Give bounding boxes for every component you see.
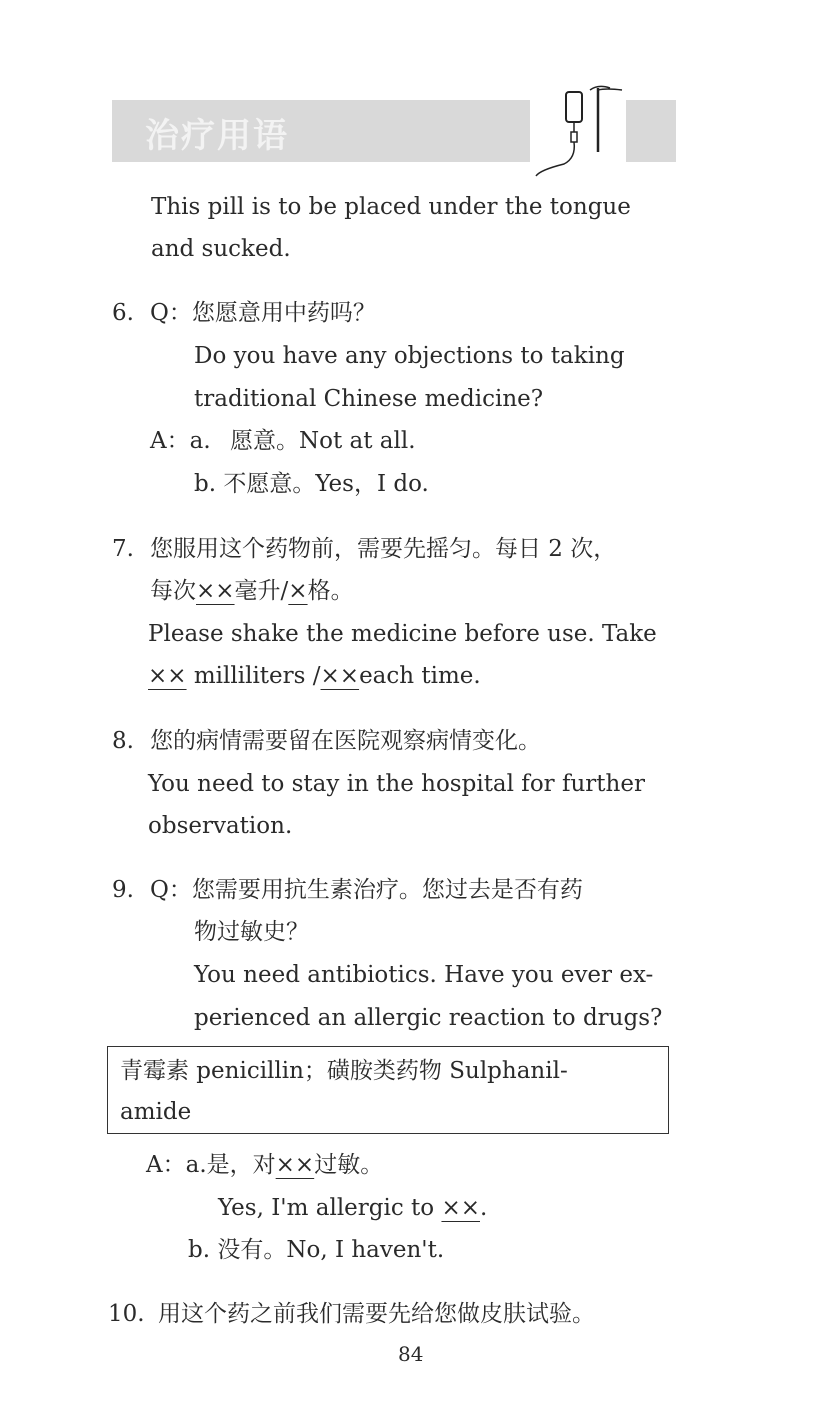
item-9-question-1: Q：您需要用抗生素治疗。您过去是否有药	[150, 877, 583, 903]
item-8-english-2: observation.	[148, 813, 293, 839]
intro-line-2: and sucked.	[151, 236, 291, 262]
item-9-question-2: 物过敏史？	[194, 919, 309, 945]
vocabulary-line-1: 青霉素 penicillin；磺胺类药物 Sulphanil-	[120, 1058, 568, 1084]
item-9-english-1: You need antibiotics. Have you ever ex-	[194, 962, 654, 988]
item-9-a-zh-2: 过敏。	[314, 1152, 384, 1178]
item-7-zh-text-b: 毫升/	[234, 578, 289, 604]
item-9-number: 9.	[112, 877, 134, 903]
item-7-number: 7.	[112, 536, 134, 562]
page-number: 84	[398, 1342, 424, 1366]
iv-drip-icon	[530, 84, 630, 184]
placeholder-blank: ××	[320, 663, 360, 689]
item-9-english-2: perienced an allergic reaction to drugs?	[194, 1005, 663, 1031]
item-10-chinese: 用这个药之前我们需要先给您做皮肤试验。	[158, 1301, 595, 1327]
header-band-end	[626, 100, 676, 162]
item-6-english-2: traditional Chinese medicine?	[194, 386, 544, 412]
item-6-question: Q：您愿意用中药吗？	[150, 300, 376, 326]
item-6-english-1: Do you have any objections to taking	[194, 343, 625, 369]
placeholder-blank: ××	[148, 663, 187, 689]
item-7-chinese-1: 您服用这个药物前，需要先摇匀。每日 2 次，	[150, 536, 617, 562]
item-8-chinese: 您的病情需要留在医院观察病情变化。	[150, 728, 541, 754]
section-title: 治疗用语	[145, 116, 289, 156]
item-7-en-mid: milliliters /	[186, 663, 321, 689]
item-9-a-en-2: .	[480, 1195, 488, 1221]
item-9-answer-b: b. 没有。No, I haven't.	[188, 1237, 445, 1263]
item-6-answer-a: 愿意。Not at all.	[230, 428, 416, 454]
item-6-number: 6.	[112, 300, 134, 326]
item-7-english-2	[148, 665, 481, 688]
item-7-zh-text-a: 每次	[150, 578, 196, 604]
item-7-zh-text-c: 格。	[307, 578, 354, 604]
item-10-number: 10.	[108, 1301, 145, 1327]
item-6-answer-b: b. 不愿意。Yes，I do.	[194, 471, 429, 497]
placeholder-blank: ××	[275, 1152, 315, 1178]
item-7-english-1: Please shake the medicine before use. Take	[148, 621, 657, 647]
item-9-answer-a-english	[218, 1197, 487, 1220]
item-7-chinese-2	[150, 580, 354, 603]
item-9-answer-prefix: A：a.	[146, 1152, 207, 1178]
item-7-en-end: each time.	[359, 663, 481, 689]
vocabulary-line-2: amide	[120, 1099, 192, 1125]
item-9-a-en-1: Yes, I'm allergic to	[218, 1195, 442, 1221]
item-9-a-zh-1: 是，对	[206, 1152, 276, 1178]
item-9-answer-a	[146, 1154, 383, 1177]
item-8-english-1: You need to stay in the hospital for further	[148, 771, 645, 797]
placeholder-blank: ××	[441, 1195, 480, 1221]
placeholder-blank: ×	[288, 578, 308, 604]
intro-line-1: This pill is to be placed under the tongue	[151, 194, 631, 220]
placeholder-blank: ××	[196, 578, 235, 604]
item-6-answer-prefix: A：a.	[150, 428, 211, 454]
item-8-number: 8.	[112, 728, 134, 754]
